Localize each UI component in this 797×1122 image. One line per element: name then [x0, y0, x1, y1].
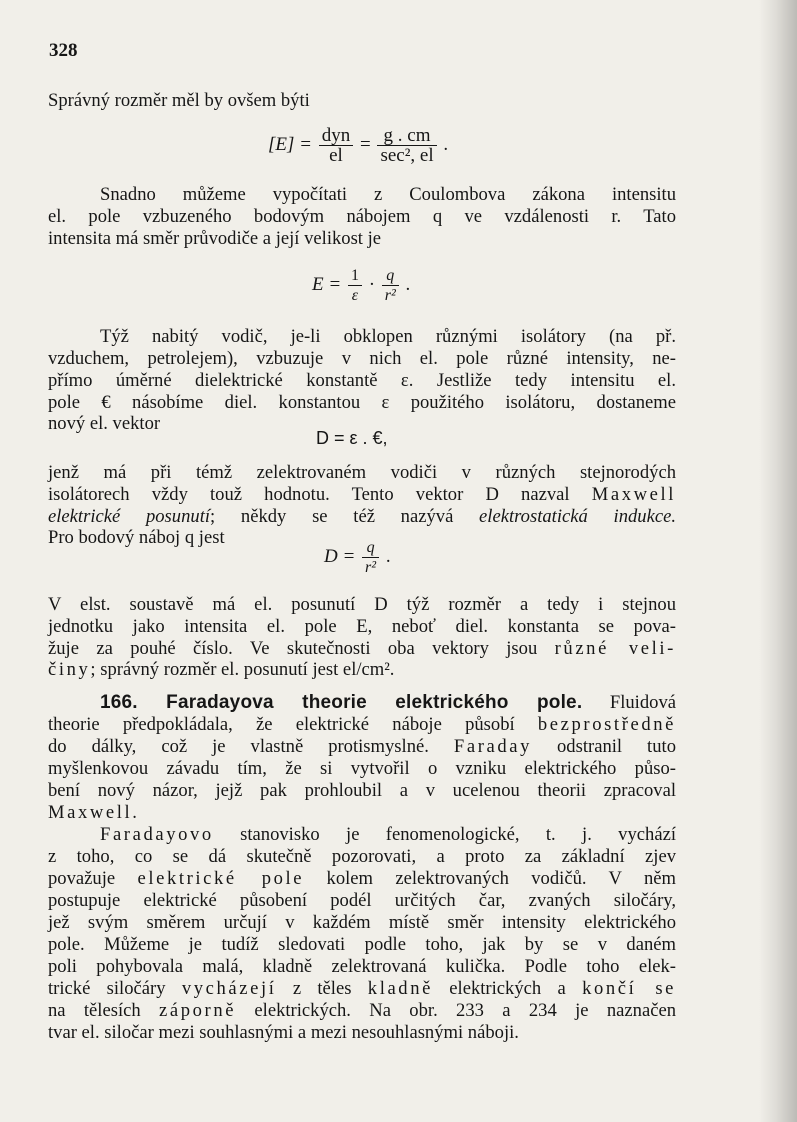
- text-line: z toho, co se dá skutečně pozorovati, a proto za základní zjev: [48, 846, 676, 867]
- section-heading-line: 166. Faradayova theorie elektrického pole. Fluidová: [100, 692, 676, 713]
- text-line: na tělesích záporně elektrických. Na obr. 233 a 234 je naznačen: [48, 1000, 676, 1021]
- fraction: $\frac{g . cm}{\text{sec², el}}$: [377, 126, 436, 165]
- text-line: myšlenkovou závadu tím, že si vytvořil o vzniku elektrického půso-: [48, 758, 676, 779]
- fraction: $\frac{q}{\text{r²}}$: [382, 266, 399, 305]
- text-line: bení nový názor, jejž pak prohloubil a v ucelenou theorii zpracoval: [48, 780, 676, 801]
- text-line: poli pohybovala malá, kladně zelektrovaná kulička. Podle toho elek-: [48, 956, 676, 977]
- section-heading: 166. Faradayova theorie elektrického pole.: [100, 692, 583, 713]
- text-line: el. pole vzbuzeného bodovým nábojem q ve vzdálenosti r. Tato: [48, 206, 676, 227]
- text-line: žuje za pouhé číslo. Ve skutečnosti oba vektory jsou různé veli-: [48, 638, 676, 659]
- text-line: Snadno můžeme vypočítati z Coulombova zákona intensitu: [100, 184, 676, 205]
- text-line: do dálky, což je vlastně protismyslné. Faraday odstranil tuto: [48, 736, 676, 757]
- text-line: jenž má při témž zelektrovaném vodiči v různých stejnorodých: [48, 462, 676, 483]
- page-number: 328: [49, 40, 78, 61]
- text-line: vzduchem, petrolejem), vzbuzuje v nich el. pole různé intensity, ne-: [48, 348, 676, 369]
- equation-intensity: E = $\frac{1}{\varepsilon}$ · $\frac{q}{\text{r²}}$ .: [312, 267, 411, 304]
- text-line: Týž nabitý vodič, je-li obklopen různými isolátory (na př.: [100, 326, 676, 347]
- text-line: nový el. vektor: [48, 413, 161, 434]
- text-line: přímo úměrné dielektrické konstantě ε. Jestliže tedy intensitu el.: [48, 370, 676, 391]
- fraction: $\frac{1}{\varepsilon}$: [348, 266, 362, 305]
- text-line: jednotku jako intensita el. pole E, neboť diel. konstanta se pova-: [48, 616, 676, 637]
- text-line: pole. Můžeme je tudíž sledovati podle toho, jak by se v daném: [48, 934, 676, 955]
- text-line: intensita má směr průvodiče a její velikost je: [48, 228, 382, 249]
- text-line: isolátorech vždy touž hodnotu. Tento vektor D nazval Maxwell: [48, 484, 676, 505]
- equation-point-charge: D = $\frac{q}{\text{r²}}$ .: [324, 539, 391, 576]
- text-line: theorie předpokládala, že elektrické náboje působí bezprostředně: [48, 714, 676, 735]
- text-line: považuje elektrické pole kolem zelektrovaných vodičů. V něm: [48, 868, 676, 889]
- text-line: Faradayovo stanovisko je fenomenologické, t. j. vychází: [100, 824, 677, 845]
- text-line: elektrické posunutí; někdy se též nazývá elektrostatická indukce.: [48, 506, 676, 527]
- text-line: Správný rozměr měl by ovšem býti: [48, 90, 310, 111]
- text-line: Pro bodový náboj q jest: [48, 527, 225, 548]
- text-line: postupuje elektrické působení podél určitých čar, zvaných siločáry,: [48, 890, 676, 911]
- text-line: pole € násobíme diel. konstantou ε použitého isolátoru, dostaneme: [48, 392, 676, 413]
- text-line: tvar el. siločar mezi souhlasnými a mezi nesouhlasnými náboji.: [48, 1022, 519, 1043]
- text-line: trické siločáry vycházejí z těles kladně elektrických a končí se: [48, 978, 677, 999]
- text-line: V elst. soustavě má el. posunutí D týž rozměr a tedy i stejnou: [48, 594, 676, 615]
- eq-lhs: [E] =: [268, 133, 312, 155]
- page-edge-shadow: [759, 0, 797, 1122]
- text-line: činy; správný rozměr el. posunutí jest el/cm².: [48, 659, 395, 680]
- equation-dimension-e: [E] = $\frac{\text{dyn}}{el}$ = $\frac{g . cm}{\text{sec², el}}$ .: [268, 125, 449, 166]
- text-line: Maxwell.: [48, 802, 140, 823]
- text-line: jež svým směrem určují v každém místě směr intensity elektrického: [48, 912, 676, 933]
- fraction: $\frac{\text{dyn}}{el}$: [319, 126, 354, 165]
- fraction: $\frac{q}{\text{r²}}$: [362, 538, 379, 577]
- equation-displacement: D = ε . €,: [316, 428, 388, 448]
